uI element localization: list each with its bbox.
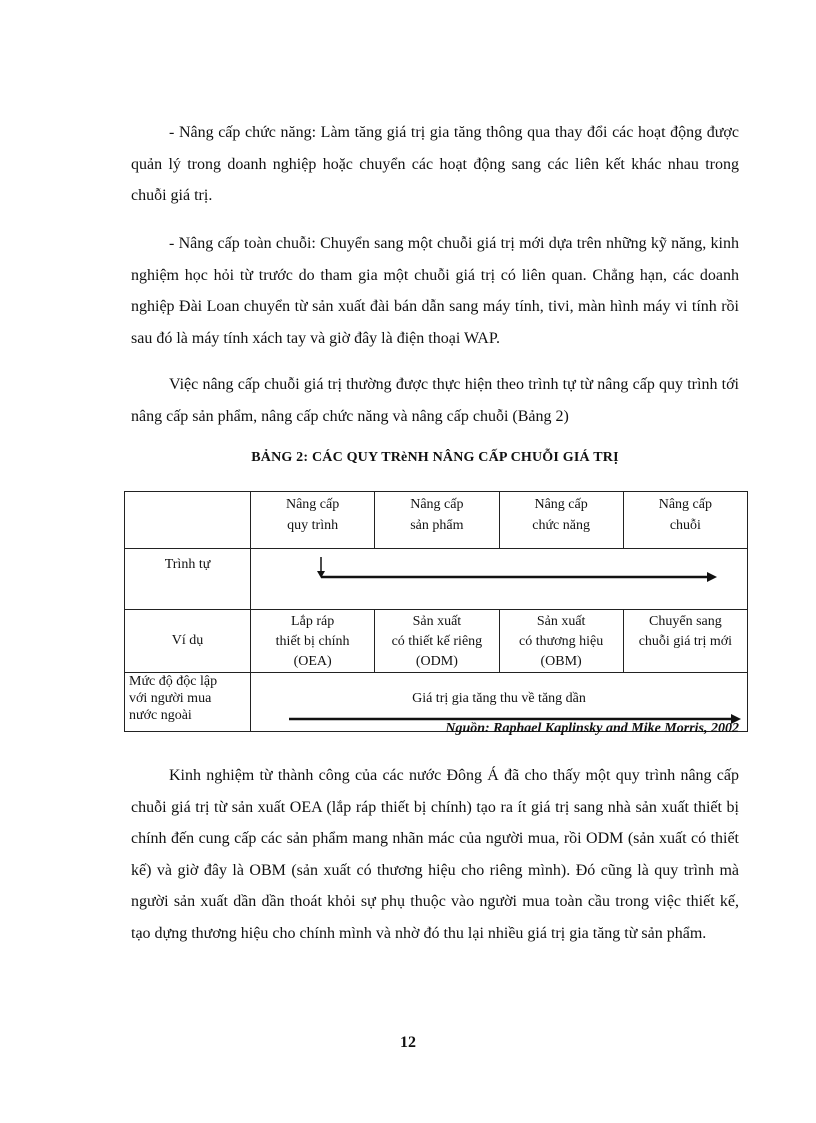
upgrading-table xyxy=(124,491,748,732)
example-new-chain: Chuyển sang chuỗi giá trị mới xyxy=(623,610,747,673)
paragraph-chain-upgrading: - Nâng cấp toàn chuỗi: Chuyển sang một chuỗi giá trị mới dựa trên những kỹ năng, kinh nghiệm học hỏi từ trước do tham gia một chuỗi giá trị có liên quan. Chẳng hạn, các doanh nghiệp Đài Loan chuyển từ sản xuất đài bán dẫn sang máy tính, tivi, màn hình máy vi tính rồi sau đó là máy tính xách tay và giờ đây là điện thoại WAP. xyxy=(131,235,739,347)
sequence-arrow-icon xyxy=(251,549,749,603)
sequence-label: Trình tự xyxy=(125,549,251,610)
paragraph-upgrading-sequence: Việc nâng cấp chuỗi giá trị thường được thực hiện theo trình tự từ nâng cấp quy trình tới nâng cấp sản phẩm, nâng cấp chức năng và nâng cấp chuỗi (Bảng 2) xyxy=(131,376,739,425)
page-number: 12 xyxy=(400,1034,416,1051)
example-obm: Sản xuất có thương hiệu (OBM) xyxy=(499,610,623,673)
header-product: Nâng cấp sản phẩm xyxy=(375,492,499,549)
table-header-row xyxy=(125,492,748,549)
header-process: Nâng cấp quy trình xyxy=(251,492,375,549)
paragraph-east-asia-experience: Kinh nghiệm từ thành công của các nước Đông Á đã cho thấy một quy trình nâng cấp chuỗi giá trị từ sản xuất OEA (lắp ráp thiết bị chính) tạo ra ít giá trị sang nhà sản xuất thiết bị chính đến cung cấp các sản phẩm mang nhãn mác của người mua, rồi ODM (sản xuất có thiết kế) và giờ đây là OBM (sản xuất có thương hiệu cho riêng mình). Đó cũng là quy trình mà người sản xuất dần dần thoát khỏi sự phụ thuộc vào người mua toàn cầu trong việc thiết kế, tạo dựng thương hiệu cho chính mình và nhờ đó thu lại nhiều giá trị gia tăng từ sản phẩm. xyxy=(131,767,739,942)
independence-label: Mức độ độc lập với người mua nước ngoài xyxy=(125,673,251,732)
example-label: Ví dụ xyxy=(125,610,251,673)
table-corner-cell xyxy=(125,492,251,549)
paragraph-functional-upgrading: - Nâng cấp chức năng: Làm tăng giá trị gia tăng thông qua thay đổi các hoạt động được quản lý trong doanh nghiệp hoặc chuyển các hoạt động sang các liên kết khác nhau trong chuỗi giá trị. xyxy=(131,124,739,204)
table-source: Nguồn: Raphael Kaplinsky and Mike Morris, 2002 xyxy=(445,721,739,736)
sequence-arrow-cell xyxy=(251,549,748,610)
header-chain: Nâng cấp chuỗi xyxy=(623,492,747,549)
header-functional: Nâng cấp chức năng xyxy=(499,492,623,549)
example-oea: Lắp ráp thiết bị chính (OEA) xyxy=(251,610,375,673)
table-sequence-row xyxy=(125,549,748,610)
value-added-text: Giá trị gia tăng thu về tăng dần xyxy=(412,691,586,706)
example-odm: Sản xuất có thiết kế riêng (ODM) xyxy=(375,610,499,673)
table-example-row xyxy=(125,610,748,673)
table-caption: BẢNG 2: CÁC QUY TRèNH NÂNG CẤP CHUỖI GIÁ TRỊ xyxy=(251,450,619,465)
